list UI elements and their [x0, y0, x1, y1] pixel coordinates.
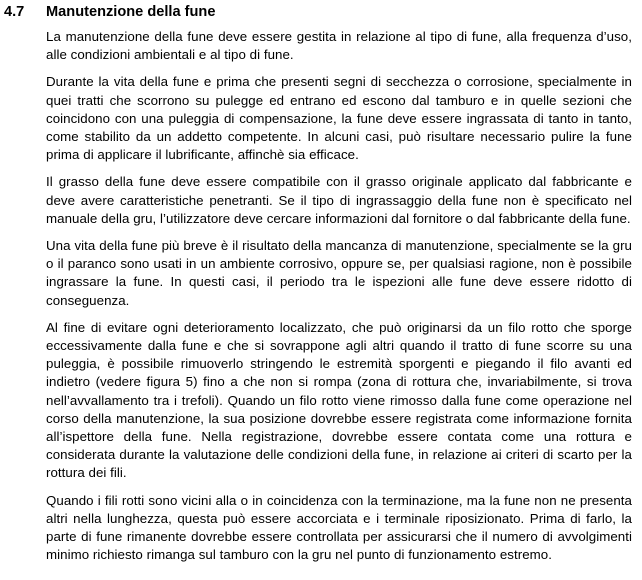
paragraph: Al fine di evitare ogni deterioramento localizzato, che può originarsi da un filo rotto che sporge eccessivamente dalla fune e che si sovrappone agli altri quando il tratto di fune scorre su una puleggia, è possibile rimuoverlo stringendo le estremità sporgenti e piegando il filo avanti ed indietro (vedere figura 5) fino a che non si rompa (zona di rottura che, invariabilmente, si trova nell’avvallamento tra i trefoli). Quando un filo rotto viene rimosso dalla fune come operazione nel corso della manutenzione, la sua posizione dovrebbe essere registrata come informazione fornita all’ispettore della fune. Nella registrazione, dovrebbe essere contata come una rottura e considerata durante la valutazione delle condizioni della fune, in relazione ai criteri di scarto per la rottura dei fili.	[46, 319, 632, 481]
section-heading	[4, 3, 215, 21]
paragraph: Il grasso della fune deve essere compatibile con il grasso originale applicato dal fabbricante e deve avere caratteristiche penetranti. Se il tipo di ingrassaggio della fune non è specificato nel manuale della gru, l’utilizzatore deve cercare informazioni dal fornitore o dal fabbricante della fune.	[46, 174, 632, 226]
section-body	[46, 28, 632, 573]
paragraph: Una vita della fune più breve è il risultato della mancanza di manutenzione, specialmente se la gru o il paranco sono usati in un ambiente corrosivo, oppure se, per qualsiasi ragione, non è possibile ingrassare la fune. In questi casi, il periodo tra le ispezioni alle fune deve essere ridotto di conseguenza.	[46, 238, 632, 308]
paragraph: La manutenzione della fune deve essere gestita in relazione al tipo di fune, alla frequenza d’uso, alle condizioni ambientali e al tipo di fune.	[46, 29, 632, 63]
section-title: Manutenzione della fune	[46, 4, 216, 20]
paragraph: Durante la vita della fune e prima che presenti segni di secchezza o corrosione, specialmente in quei tratti che scorrono su pulegge ed entrano ed escono dal tamburo e in quelle sezioni che coincidono con una puleggia di compensazione, la fune deve essere ingrassata di tanto in tanto, come stabilito da un addetto competente. In alcuni casi, può risultare necessario pulire la fune prima di applicare il lubrificante, affinchè sia efficace.	[46, 74, 632, 163]
section-number: 4.7	[4, 4, 25, 20]
paragraph: Quando i fili rotti sono vicini alla o in coincidenza con la terminazione, ma la fune non ne presenta altri nella lunghezza, questa può essere accorciata e i terminale riposizionato. Prima di farlo, la parte di fune rimanente dovrebbe essere controllata per assicurarsi che il numero di avvolgimenti minimo richiesto rimanga sul tamburo con la gru nel punto di funzionamento estremo.	[46, 492, 632, 563]
